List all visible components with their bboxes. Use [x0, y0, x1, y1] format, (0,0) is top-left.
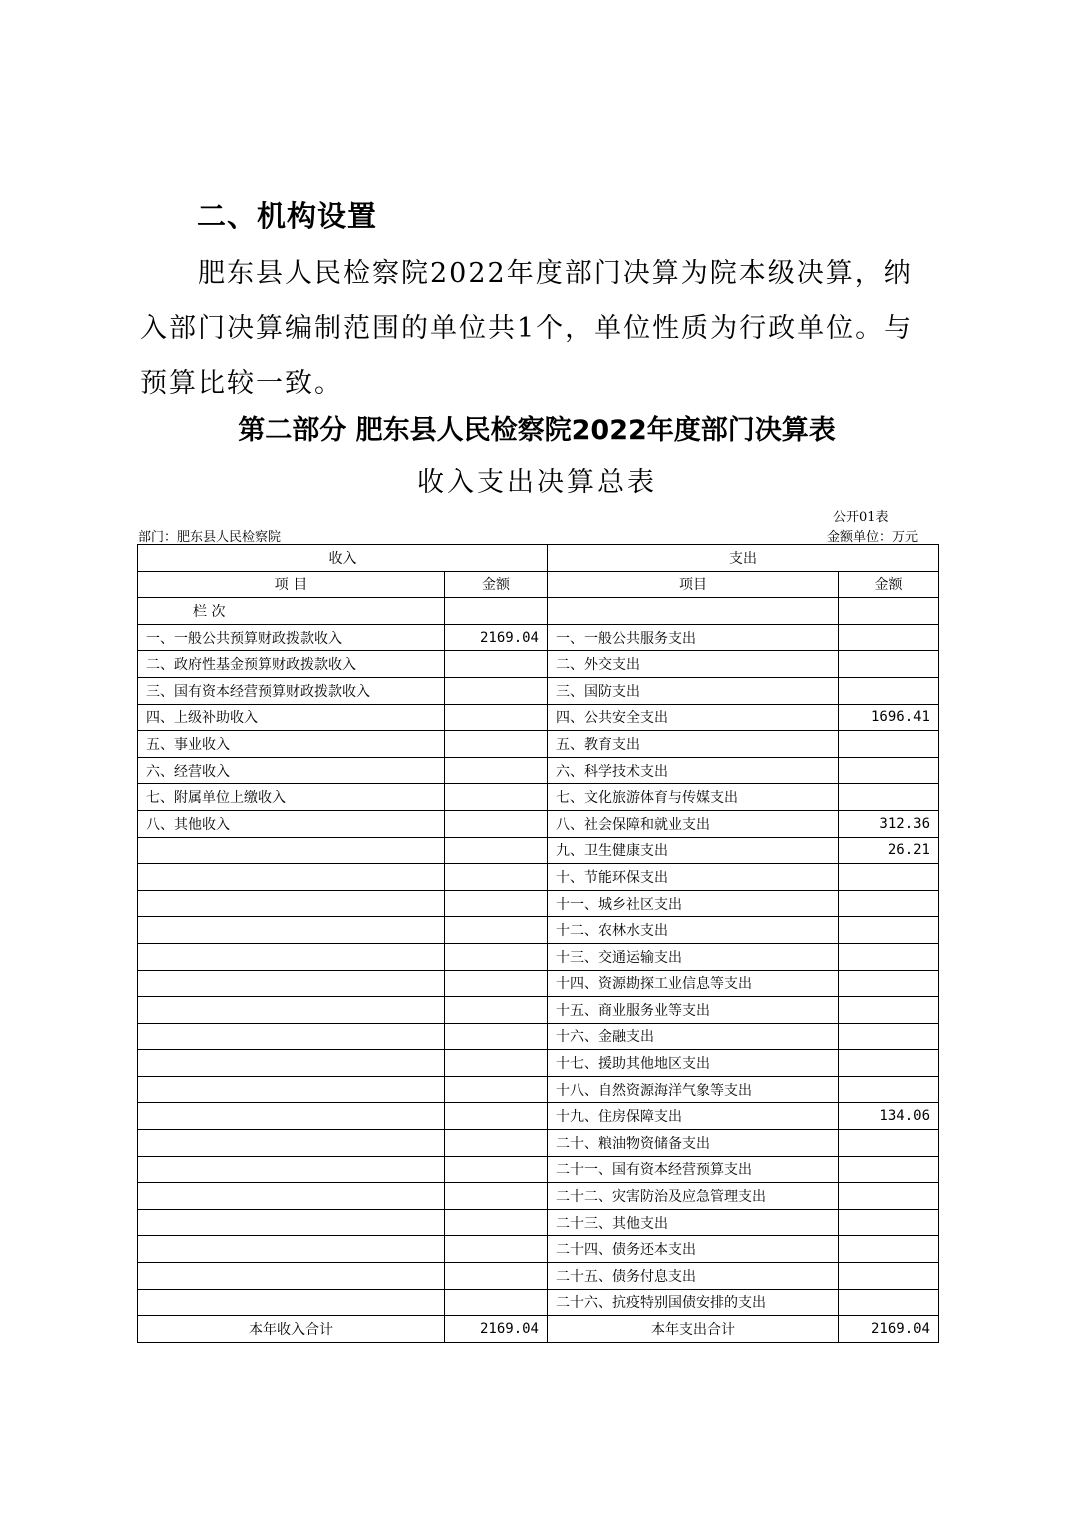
expense-item-cell: 十二、农林水支出 — [548, 917, 839, 944]
income-amount-cell — [445, 784, 548, 811]
expense-amount-cell — [839, 784, 939, 811]
income-amount-cell — [445, 997, 548, 1024]
form-number: 公开01表 — [833, 510, 889, 525]
table-row — [138, 1130, 939, 1157]
income-item-cell — [138, 917, 445, 944]
table-row — [138, 731, 939, 758]
income-amount-cell — [445, 970, 548, 997]
income-item-cell — [138, 1103, 445, 1130]
table-row — [138, 784, 939, 811]
total-row — [138, 1316, 939, 1343]
expense-amount-cell — [839, 1289, 939, 1316]
table-row — [138, 1076, 939, 1103]
income-item-cell — [138, 1130, 445, 1157]
income-item-cell — [138, 1156, 445, 1183]
intro-paragraph: 肥东县人民检察院2022年度部门决算为院本级决算，纳入部门决算编制范围的单位共1个，单位性质为行政单位。与预算比较一致。 — [140, 258, 914, 399]
expense-amount-cell — [839, 970, 939, 997]
income-amount-cell — [445, 890, 548, 917]
income-amount-cell — [445, 1263, 548, 1290]
income-item-cell — [138, 1023, 445, 1050]
income-header: 收入 — [138, 545, 548, 572]
table-row — [138, 810, 939, 837]
table-row — [138, 970, 939, 997]
income-item-cell — [138, 1050, 445, 1077]
lanci-row — [138, 598, 939, 625]
lanci-label: 栏 次 — [138, 598, 445, 625]
income-item-cell: 七、附属单位上缴收入 — [138, 784, 445, 811]
income-item-cell — [138, 1289, 445, 1316]
income-item-cell — [138, 943, 445, 970]
table-row — [138, 917, 939, 944]
expense-item-cell: 二十、粮油物资储备支出 — [548, 1130, 839, 1157]
expense-amount-cell — [839, 1263, 939, 1290]
column-header-row — [138, 571, 939, 598]
income-amount-cell — [445, 837, 548, 864]
unit-label: 金额单位：万元 — [827, 530, 919, 545]
expense-item-cell: 四、公共安全支出 — [548, 704, 839, 731]
table-row — [138, 1263, 939, 1290]
income-amount-cell — [445, 677, 548, 704]
expense-item-cell: 二十一、国有资本经营预算支出 — [548, 1156, 839, 1183]
income-item-cell: 五、事业收入 — [138, 731, 445, 758]
income-amount-cell — [445, 704, 548, 731]
expense-item-cell: 七、文化旅游体育与传媒支出 — [548, 784, 839, 811]
table-row — [138, 943, 939, 970]
expense-amount-cell — [839, 1209, 939, 1236]
income-amount-cell — [445, 1236, 548, 1263]
total-income-label: 本年收入合计 — [138, 1316, 445, 1343]
expense-amount-cell — [839, 917, 939, 944]
expense-item-header: 项目 — [548, 571, 839, 598]
table-row — [138, 890, 939, 917]
income-amount-cell — [445, 1130, 548, 1157]
table-row — [138, 997, 939, 1024]
income-amount-cell — [445, 651, 548, 678]
expense-item-cell: 二十五、债务付息支出 — [548, 1263, 839, 1290]
table-row — [138, 1289, 939, 1316]
expense-item-cell: 二十四、债务还本支出 — [548, 1236, 839, 1263]
expense-amount-cell — [839, 1236, 939, 1263]
expense-amount-cell — [839, 624, 939, 651]
expense-item-cell: 五、教育支出 — [548, 731, 839, 758]
part-title: 第二部分 肥东县人民检察院2022年度部门决算表 — [238, 415, 836, 446]
expense-item-cell: 三、国防支出 — [548, 677, 839, 704]
income-amount-cell — [445, 1023, 548, 1050]
expense-amount-cell — [839, 651, 939, 678]
table-row — [138, 837, 939, 864]
table-row — [138, 864, 939, 891]
table-row — [138, 1236, 939, 1263]
income-amount-cell — [445, 1289, 548, 1316]
expense-item-cell: 十三、交通运输支出 — [548, 943, 839, 970]
table-row — [138, 1023, 939, 1050]
income-item-cell — [138, 1236, 445, 1263]
expense-amount-cell — [839, 1156, 939, 1183]
expense-item-cell: 二、外交支出 — [548, 651, 839, 678]
expense-item-cell: 九、卫生健康支出 — [548, 837, 839, 864]
expense-header: 支出 — [548, 545, 939, 572]
expense-amount-cell — [839, 757, 939, 784]
table-title: 收入支出决算总表 — [417, 467, 657, 498]
expense-item-cell: 十一、城乡社区支出 — [548, 890, 839, 917]
expense-amount-cell: 1696.41 — [839, 704, 939, 731]
expense-amount-cell — [839, 1183, 939, 1210]
income-amount-cell — [445, 757, 548, 784]
expense-amount-cell — [839, 997, 939, 1024]
table-row — [138, 1209, 939, 1236]
income-item-cell: 二、政府性基金预算财政拨款收入 — [138, 651, 445, 678]
table-row — [138, 757, 939, 784]
section-heading: 二、机构设置 — [197, 199, 378, 233]
income-item-cell: 一、一般公共预算财政拨款收入 — [138, 624, 445, 651]
expense-amount-cell — [839, 1050, 939, 1077]
income-expense-table — [137, 544, 939, 1343]
expense-amount-cell: 312.36 — [839, 810, 939, 837]
income-amount-cell — [445, 864, 548, 891]
expense-item-cell: 二十三、其他支出 — [548, 1209, 839, 1236]
table-header-row — [138, 545, 939, 572]
income-item-cell — [138, 864, 445, 891]
income-amount-cell — [445, 1183, 548, 1210]
expense-amount-cell — [839, 1023, 939, 1050]
income-amount-cell — [445, 1209, 548, 1236]
expense-amount-cell — [839, 943, 939, 970]
table-row — [138, 677, 939, 704]
income-item-cell — [138, 1183, 445, 1210]
expense-item-cell: 二十二、灾害防治及应急管理支出 — [548, 1183, 839, 1210]
table-row — [138, 1183, 939, 1210]
income-amount-cell: 2169.04 — [445, 624, 548, 651]
expense-item-cell: 十六、金融支出 — [548, 1023, 839, 1050]
income-amount-cell — [445, 810, 548, 837]
income-item-cell: 六、经营收入 — [138, 757, 445, 784]
expense-item-cell: 十、节能环保支出 — [548, 864, 839, 891]
total-income-amount: 2169.04 — [445, 1316, 548, 1343]
expense-amount-cell — [839, 864, 939, 891]
expense-amount-cell — [839, 731, 939, 758]
income-amount-cell — [445, 917, 548, 944]
table-row — [138, 1050, 939, 1077]
expense-amount-header: 金额 — [839, 571, 939, 598]
expense-item-cell: 一、一般公共服务支出 — [548, 624, 839, 651]
department-label: 部门：肥东县人民检察院 — [138, 530, 282, 545]
table-row — [138, 704, 939, 731]
expense-item-cell: 十五、商业服务业等支出 — [548, 997, 839, 1024]
income-amount-cell — [445, 1156, 548, 1183]
income-amount-cell — [445, 1050, 548, 1077]
expense-amount-cell: 134.06 — [839, 1103, 939, 1130]
expense-item-cell: 八、社会保障和就业支出 — [548, 810, 839, 837]
table-row — [138, 1156, 939, 1183]
income-item-cell — [138, 1209, 445, 1236]
total-expense-amount: 2169.04 — [839, 1316, 939, 1343]
income-item-header: 项 目 — [138, 571, 445, 598]
table-row — [138, 624, 939, 651]
income-item-cell — [138, 837, 445, 864]
income-amount-cell — [445, 731, 548, 758]
income-item-cell — [138, 890, 445, 917]
expense-item-cell: 六、科学技术支出 — [548, 757, 839, 784]
expense-amount-cell — [839, 1130, 939, 1157]
expense-item-cell: 十九、住房保障支出 — [548, 1103, 839, 1130]
income-item-cell: 八、其他收入 — [138, 810, 445, 837]
table-row — [138, 1103, 939, 1130]
expense-item-cell: 十四、资源勘探工业信息等支出 — [548, 970, 839, 997]
total-expense-label: 本年支出合计 — [548, 1316, 839, 1343]
expense-amount-cell — [839, 1076, 939, 1103]
income-amount-header: 金额 — [445, 571, 548, 598]
income-item-cell: 四、上级补助收入 — [138, 704, 445, 731]
expense-item-cell: 十七、援助其他地区支出 — [548, 1050, 839, 1077]
income-amount-cell — [445, 943, 548, 970]
income-item-cell — [138, 970, 445, 997]
table-row — [138, 651, 939, 678]
income-amount-cell — [445, 1103, 548, 1130]
expense-amount-cell — [839, 890, 939, 917]
expense-amount-cell: 26.21 — [839, 837, 939, 864]
expense-item-cell: 十八、自然资源海洋气象等支出 — [548, 1076, 839, 1103]
expense-item-cell: 二十六、抗疫特别国债安排的支出 — [548, 1289, 839, 1316]
income-item-cell — [138, 1076, 445, 1103]
income-item-cell — [138, 1263, 445, 1290]
income-item-cell: 三、国有资本经营预算财政拨款收入 — [138, 677, 445, 704]
income-item-cell — [138, 997, 445, 1024]
income-amount-cell — [445, 1076, 548, 1103]
expense-amount-cell — [839, 677, 939, 704]
